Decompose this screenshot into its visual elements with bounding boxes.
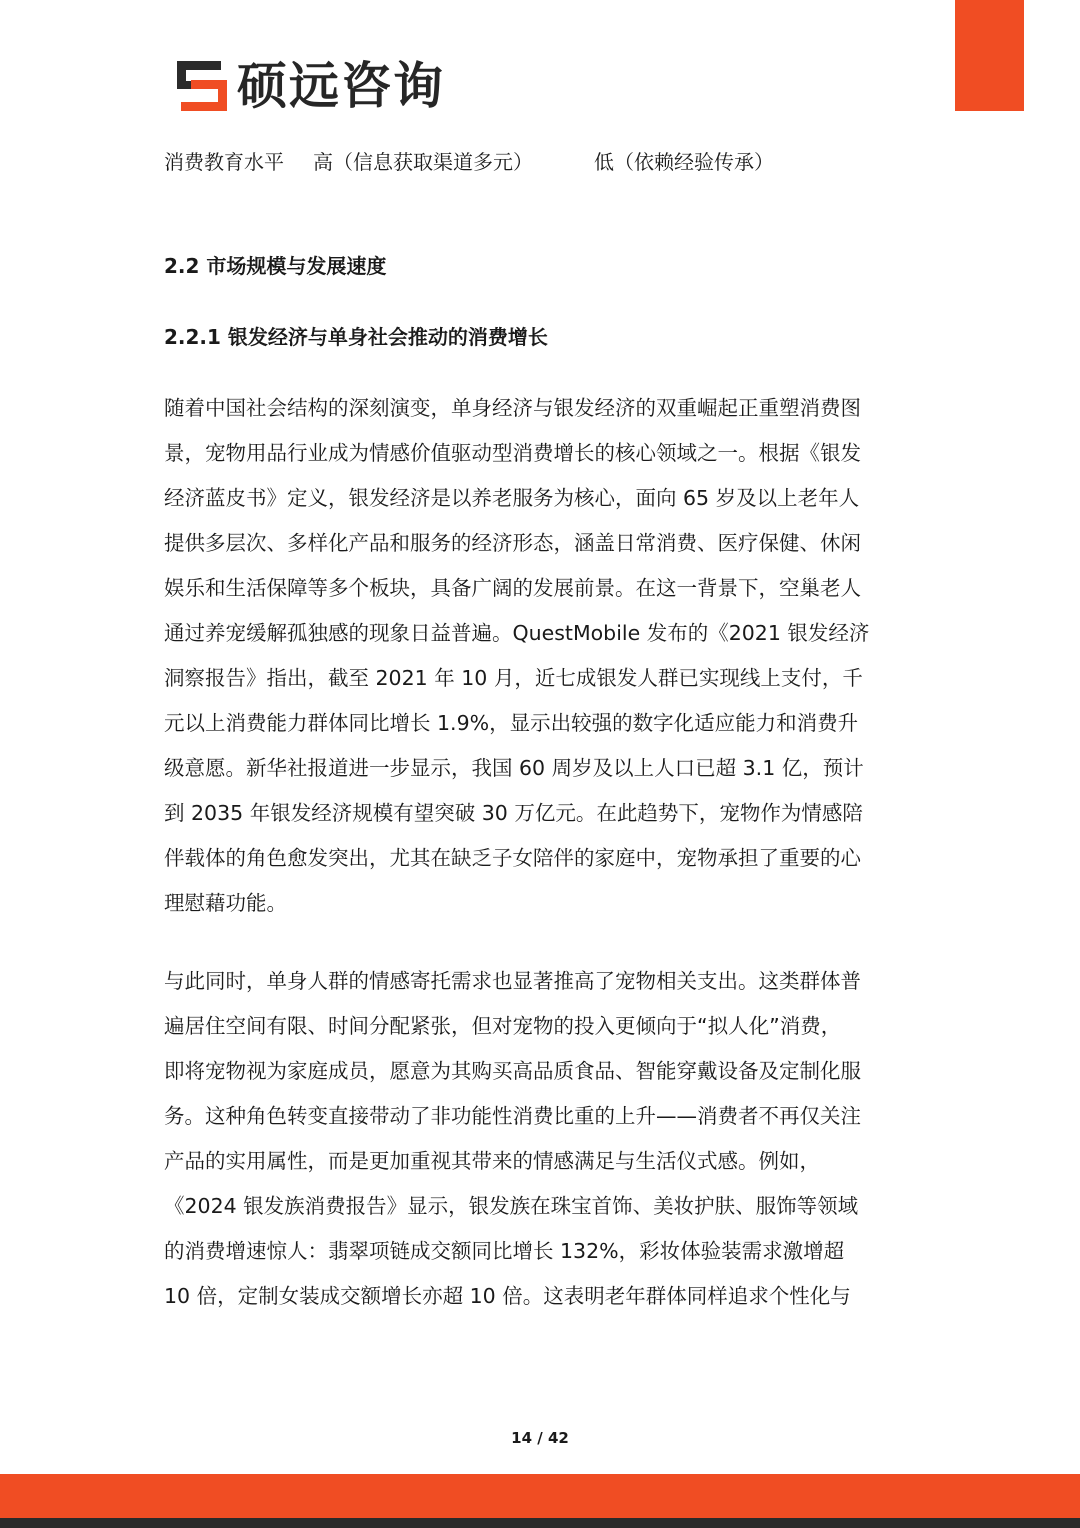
paragraph-line: 务。这种角色转变直接带动了非功能性消费比重的上升——消费者不再仅关注 [164,1104,861,1128]
paragraph-line: 伴载体的角色愈发突出，尤其在缺乏子女陪伴的家庭中，宠物承担了重要的心 [164,846,861,870]
paragraph-line: 产品的实用属性，而是更加重视其带来的情感满足与生活仪式感。例如， [164,1149,820,1173]
paragraph-1 [164,386,916,926]
paragraph-line: 随着中国社会结构的深刻演变，单身经济与银发经济的双重崛起正重塑消费图 [164,396,861,420]
brand-logo [177,58,445,114]
paragraph-line: 提供多层次、多样化产品和服务的经济形态，涵盖日常消费、医疗保健、休闲 [164,531,861,555]
s-block-logo-icon [177,61,229,111]
paragraph-line: 洞察报告》指出，截至 2021 年 10 月，近七成银发人群已实现线上支付，千 [164,666,863,690]
paragraph-line: 遍居住空间有限、时间分配紧张，但对宠物的投入更倾向于“拟人化”消费， [164,1014,842,1038]
paragraph-line: 通过养宠缓解孤独感的现象日益普遍。QuestMobile 发布的《2021 银发经济 [164,621,870,645]
paragraph-line: 元以上消费能力群体同比增长 1.9%，显示出较强的数字化适应能力和消费升 [164,711,859,735]
paragraph-line: 即将宠物视为家庭成员，愿意为其购买高品质食品、智能穿戴设备及定制化服 [164,1059,861,1083]
paragraph-line: 级意愿。新华社报道进一步显示，我国 60 周岁及以上人口已超 3.1 亿，预计 [164,756,864,780]
paragraph-line: 理慰藉功能。 [164,891,287,915]
page-number: 14 / 42 [511,1429,569,1447]
row-label: 消费教育水平 [164,150,284,174]
footer-dark-strip [0,1518,1080,1528]
paragraph-line: 《2024 银发族消费报告》显示，银发族在珠宝首饰、美妆护肤、服饰等领域 [164,1194,859,1218]
brand-name: 硕远咨询 [237,57,445,115]
paragraph-line: 到 2035 年银发经济规模有望突破 30 万亿元。在此趋势下，宠物作为情感陪 [164,801,863,825]
section-heading: 2.2 市场规模与发展速度 [164,254,387,278]
paragraph-line: 10 倍，定制女装成交额增长亦超 10 倍。这表明老年群体同样追求个性化与 [164,1284,851,1308]
paragraph-line: 景，宠物用品行业成为情感价值驱动型消费增长的核心领域之一。根据《银发 [164,441,861,465]
paragraph-line: 经济蓝皮书》定义，银发经济是以养老服务为核心，面向 65 岁及以上老年人 [164,486,860,510]
paragraph-line: 的消费增速惊人：翡翠项链成交额同比增长 132%，彩妆体验装需求激增超 [164,1239,845,1263]
paragraph-line: 娱乐和生活保障等多个板块，具备广阔的发展前景。在这一背景下，空巢老人 [164,576,861,600]
subsection-heading: 2.2.1 银发经济与单身社会推动的消费增长 [164,325,548,349]
corner-accent-block [955,0,1024,111]
cell-high: 高（信息获取渠道多元） [313,150,533,174]
cell-low: 低（依赖经验传承） [594,150,774,174]
paragraph-2 [164,959,916,1319]
paragraph-line: 与此同时，单身人群的情感寄托需求也显著推高了宠物相关支出。这类群体普 [164,969,861,993]
footer-accent-bar [0,1474,1080,1518]
